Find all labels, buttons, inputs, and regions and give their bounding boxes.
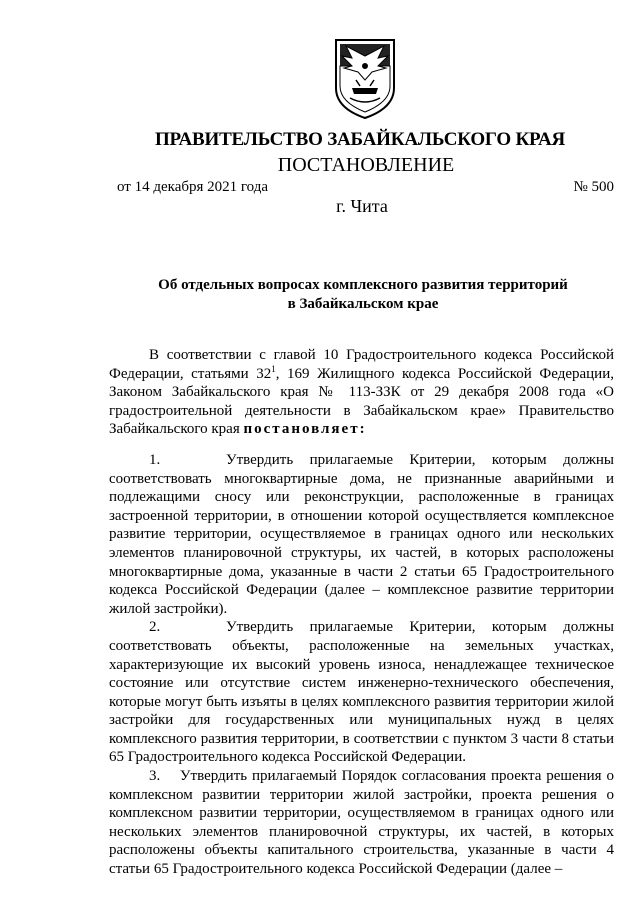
document-subject <box>110 276 616 314</box>
preamble-superscript: 1 <box>271 363 276 374</box>
item-1: 1. Утвердить прилагаемые Критерии, которым должны соответствовать многоквартирные дома, не признанные аварийными и подлежащими сносу или реконструкции, расположенные в границах застроенной территории, в отношении которой осуществляется комплексное развитие территории, осуществляемое в границах одного или нескольких элементов планировочной структуры, их частей, в которых расположены многоквартирные дома, указанные в части 2 статьи 65 Градостроительного кодекса Российской Федерации (далее – комплексное развитие территории жилой застройки). <box>109 451 614 617</box>
resolves-word: постановляет <box>243 421 360 438</box>
subject-line-2: в Забайкальском крае <box>287 296 439 312</box>
preamble-paragraph <box>109 346 614 439</box>
subject-line-1: Об отдельных вопросах комплексного развития территорий <box>158 277 568 293</box>
coat-of-arms-icon <box>330 36 400 120</box>
document-date: от 14 декабря 2021 года <box>117 179 269 195</box>
preamble-text-2: , 169 Жилищного кодекса Российской Федерации, Законом Забайкальского края № 113-ЗЗК от 29 декабря 2008 года «О градостроительной деятельности в Забайкальском крае» Правительство Забайкальского края <box>109 365 614 438</box>
resolves-colon: : <box>359 421 367 438</box>
document-type: ПОСТАНОВЛЕНИЕ <box>277 154 455 176</box>
document-number: № 500 <box>573 179 614 195</box>
item-3: 3. Утвердить прилагаемый Порядок согласования проекта решения о комплексном развитии территории жилой застройки, проекта решения о комплексном развитии территории, осуществляемом в границах одного или нескольких элементов планировочной структуры, их частей, в которых расположены объекты капитального строительства, указанные в части 4 статьи 65 Градостроительного кодекса Российской Федерации (далее – <box>109 768 614 878</box>
government-title: ПРАВИТЕЛЬСТВО ЗАБАЙКАЛЬСКОГО КРАЯ <box>154 129 566 150</box>
item-2: 2. Утвердить прилагаемые Критерии, которым должны соответствовать объекты, расположенные на земельных участках, характеризующие их высокий уровень износа, ненадлежащее техническое состояние или отсутствие систем инженерно-технического обеспечения, которые могут быть изъяты в целях комплексного развития территории жилой застройки для государственных или муниципальных нужд в целях комплексного развития территории, в соответствии с пунктом 3 части 8 статьи 65 Градостроительного кодекса Российской Федерации. <box>109 619 614 766</box>
document-city: г. Чита <box>336 196 388 216</box>
preamble-text-1: В соответствии с главой 10 Градостроительного кодекса Российской Федерации, статьями 32 <box>109 347 614 382</box>
document-body <box>109 346 614 879</box>
